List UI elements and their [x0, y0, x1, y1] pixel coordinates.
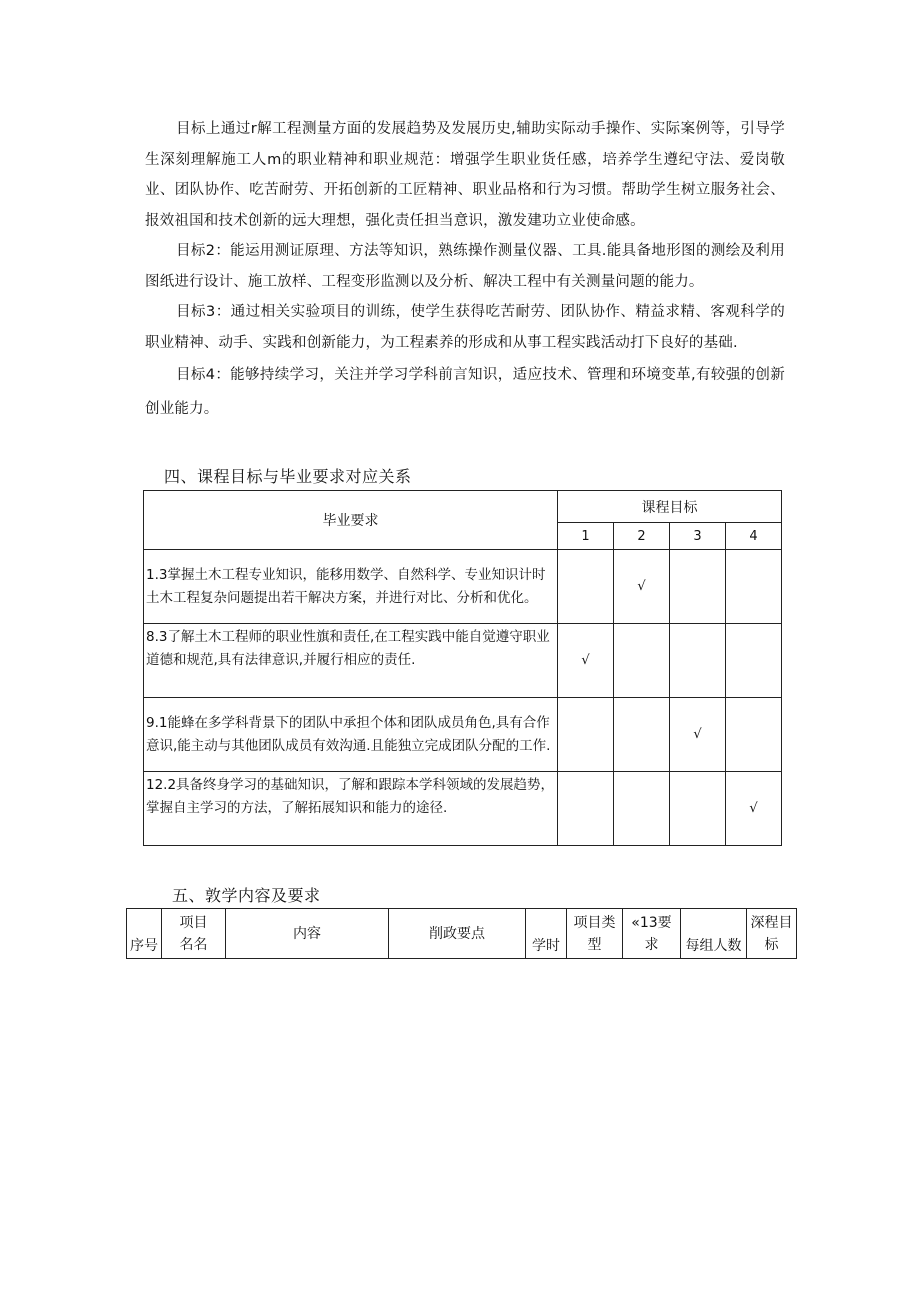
requirement-cell: 8.3了解土木工程师的职业性旗和责任,在工程实践中能自觉遵守职业道德和规范,具有法律意识,并履行相应的责任. [144, 624, 558, 698]
check-cell [558, 698, 614, 772]
content-header: 内容 [226, 909, 389, 959]
check-cell [614, 624, 670, 698]
course-goal-line2: 标 [764, 936, 779, 953]
teaching-content-table [126, 908, 797, 959]
course-objectives-header: 课程目标 [558, 491, 782, 523]
requirement-line2: 求 [644, 936, 659, 953]
project-type-line2: 型 [587, 936, 602, 953]
check-cell: √ [670, 698, 726, 772]
objective-number: 2 [614, 523, 670, 550]
requirement-cell: 12.2具备终身学习的基础知识，了解和跟踪本学科领域的发展趋势，掌握自主学习的方法，了解拓展知识和能力的途径. [144, 772, 558, 846]
table-row [144, 550, 782, 624]
objective-1-paragraph: 目标上通过r解工程测量方面的发展趋势及发展历史,辅助实际动手操作、实际案例等，引导学生深刻理解施工人m的职业精神和职业规范：增强学生职业货任感，培养学生遵纪守法、爱岗敬业、团队协作、吃苦耐劳、开拓创新的工匠精神、职业品格和行为习惯。帮助学生树立服务社会、报效祖国和技术创新的远大理想，强化责任担当意识，激发建功立业使命感。 [145, 121, 785, 229]
check-cell [558, 550, 614, 624]
check-cell: √ [614, 550, 670, 624]
hours-header: 学时 [526, 909, 567, 959]
table-row [144, 624, 782, 698]
project-name-line2: 名名 [179, 936, 208, 953]
project-type-header [567, 909, 623, 959]
check-cell [614, 698, 670, 772]
graduation-requirement-header: 毕业要求 [144, 491, 558, 550]
section4-title: 四、课程目标与毕业要求对应关系 [164, 467, 412, 486]
objective-number: 1 [558, 523, 614, 550]
section5-title: 五、敦学内容及要求 [172, 886, 321, 905]
requirement-cell: 1.3掌握土木工程专业知识，能移用数学、自然科学、专业知识计时土木工程复杂问题提出若干解决方案，并进行对比、分析和优化。 [144, 550, 558, 624]
check-cell [726, 550, 782, 624]
objective-number: 4 [726, 523, 782, 550]
check-cell: √ [558, 624, 614, 698]
check-cell [726, 624, 782, 698]
requirement-header [623, 909, 681, 959]
check-cell: √ [726, 772, 782, 846]
course-goal-header [747, 909, 797, 959]
requirement-cell: 9.1能蜂在多学科背景下的团队中承担个体和团队成员角色,具有合作意识,能主动与其他团队成员有效沟通.且能独立完成团队分配的工作. [144, 698, 558, 772]
check-cell [670, 624, 726, 698]
seq-header: 序号 [127, 909, 162, 959]
project-type-line1: 项目类 [573, 914, 616, 931]
course-goal-line1: 深程目 [750, 914, 793, 931]
group-size-header: 每组人数 [681, 909, 747, 959]
objective-number: 3 [670, 523, 726, 550]
objectives-mapping-table [143, 490, 782, 846]
table-row [144, 772, 782, 846]
check-cell [614, 772, 670, 846]
project-name-line1: 项目 [179, 914, 208, 931]
table-row [144, 698, 782, 772]
objective-2-paragraph: 目标2：能运用测证原理、方法等知识，熟练操作测量仪器、工具.能具备地形图的测绘及利用图纸进行设计、施工放样、工程变形监测以及分析、解决工程中有关测量问题的能力。 [145, 243, 785, 290]
check-cell [670, 550, 726, 624]
project-name-header [162, 909, 226, 959]
ideology-points-header: 削政要点 [389, 909, 526, 959]
check-cell [558, 772, 614, 846]
objective-3-paragraph: 目标3：通过相关实验项目的训练，使学生获得吃苦耐劳、团队协作、精益求精、客观科学的职业精神、动手、实践和创新能力，为工程素养的形成和从事工程实践活动打下良好的基础. [145, 304, 785, 351]
requirement-line1: «13要 [631, 914, 672, 931]
check-cell [726, 698, 782, 772]
check-cell [670, 772, 726, 846]
objective-4-paragraph: 目标4：能够持续学习，关注并学习学科前言知识，适应技术、管理和环境变革,有较强的创新创业能力。 [145, 367, 785, 417]
